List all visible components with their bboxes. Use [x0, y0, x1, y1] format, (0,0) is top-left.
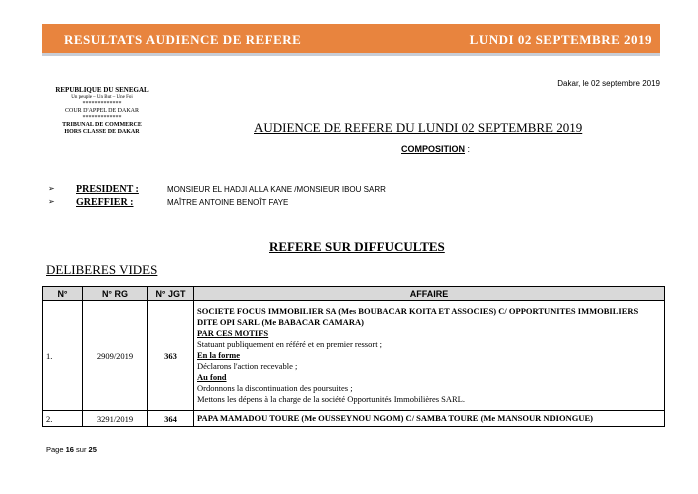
composition-suffix: : — [465, 144, 471, 154]
letterhead-motto: Un peuple – Un But – Une Foi — [71, 95, 133, 100]
member-role: PRESIDENT : — [76, 184, 139, 195]
motifs-text: Statuant publiquement en référé et en premier ressort ; — [197, 339, 383, 349]
table-row — [43, 301, 665, 411]
row-jgt: 364 — [148, 411, 194, 427]
fond-heading: Au fond — [197, 372, 227, 382]
letterhead-country: REPUBLIQUE DU SENEGAL — [55, 86, 149, 94]
row-affaire — [194, 301, 665, 411]
composition-heading — [401, 144, 470, 154]
forme-text: Déclarons l'action recevable ; — [197, 361, 298, 371]
arrow-bullet-icon: ➢ — [48, 184, 55, 193]
row-number: 2. — [43, 411, 83, 427]
motifs-heading: PAR CES MOTIFS — [197, 328, 269, 338]
page-total: 25 — [88, 445, 97, 454]
page-prefix: Page — [46, 445, 66, 454]
results-table — [42, 286, 665, 427]
table-row — [43, 411, 665, 427]
composition-label: COMPOSITION — [401, 144, 466, 154]
arrow-bullet-icon: ➢ — [48, 197, 55, 206]
page-current: 16 — [65, 445, 74, 454]
letterhead-tribunal: TRIBUNAL DE COMMERCE — [62, 122, 142, 128]
column-header-rg: N° RG — [83, 287, 148, 301]
section-title: REFERE SUR DIFFUCULTES — [269, 239, 445, 254]
column-header-number: N° — [43, 287, 83, 301]
fond-text: Ordonnons la discontinuation des poursuites ; — [197, 383, 353, 393]
case-parties: PAPA MAMADOU TOURE (Me OUSSEYNOU NGOM) C/ SAMBA TOURE (Me MANSOUR NDIONGUE) — [197, 413, 593, 423]
row-jgt: 363 — [148, 301, 194, 411]
member-name: MAÎTRE ANTOINE BENOÎT FAYE — [167, 198, 289, 207]
member-role: GREFFIER : — [76, 197, 134, 208]
banner-date: LUNDI 02 SEPTEMBRE 2019 — [469, 32, 652, 47]
page-footer — [46, 445, 97, 454]
letterhead — [44, 86, 160, 136]
case-parties: SOCIETE FOCUS IMMOBILIER SA (Mes BOUBACAR KOITA ET ASSOCIES) C/ OPPORTUNITES IMMOBILIERS DITE OPI SARL (Me BABACAR CAMARA) — [197, 306, 639, 327]
letterhead-separator: ************* — [82, 101, 122, 107]
hearing-title: AUDIENCE DE REFERE DU LUNDI 02 SEPTEMBRE 2019 — [254, 120, 583, 135]
banner-title: RESULTATS AUDIENCE DE REFERE — [64, 32, 302, 47]
subsection-title: DELIBERES VIDES — [46, 262, 158, 277]
page-middle: sur — [73, 445, 89, 454]
table-header-row — [43, 287, 665, 301]
letterhead-separator: ************* — [82, 115, 122, 121]
row-number: 1. — [43, 301, 83, 411]
place-date: Dakar, le 02 septembre 2019 — [557, 79, 660, 88]
row-rg: 3291/2019 — [83, 411, 148, 427]
header-banner — [42, 24, 660, 56]
row-affaire — [194, 411, 665, 427]
letterhead-tribunal-class: HORS CLASSE DE DAKAR — [64, 129, 140, 135]
member-name: MONSIEUR EL HADJI ALLA KANE /MONSIEUR IBOU SARR — [167, 185, 386, 194]
forme-heading: En la forme — [197, 350, 240, 360]
column-header-jgt: N° JGT — [148, 287, 194, 301]
fond-text: Mettons les dépens à la charge de la société Opportunités Immobilières SARL. — [197, 394, 465, 404]
column-header-affaire: AFFAIRE — [194, 287, 665, 301]
row-rg: 2909/2019 — [83, 301, 148, 411]
letterhead-court: COUR D'APPEL DE DAKAR — [64, 108, 140, 114]
